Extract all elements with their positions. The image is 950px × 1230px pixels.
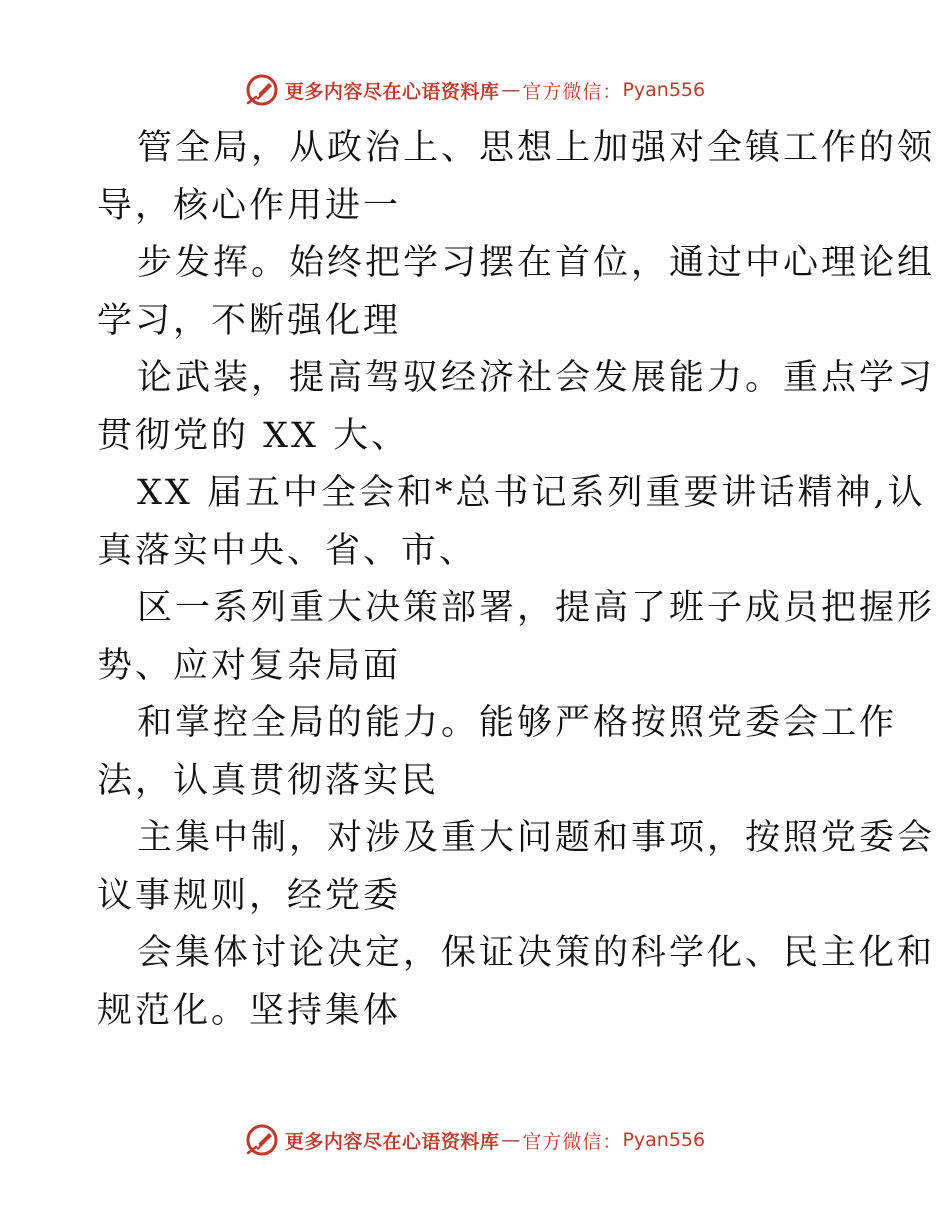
footer-dash: — (501, 1129, 521, 1151)
header-dash: — (501, 79, 521, 101)
paragraph-line: 管全局，从政治上、思想上加强对全镇工作的领 (137, 128, 936, 168)
paragraph (97, 235, 936, 350)
footer-wechat-label: 官方微信： (522, 1130, 623, 1153)
paragraph-line: 导，核心作用进一 (97, 185, 402, 226)
paragraph-line: 真落实中央、省、市、 (97, 530, 478, 571)
document-body (97, 120, 936, 1040)
header-banner (0, 68, 950, 112)
paragraph-line: 论武装，提高驾驭经济社会发展能力。重点学习 (137, 358, 936, 398)
footer-site-text: 更多内容尽在心语资料库 (284, 1130, 500, 1153)
paragraph-line: 贯彻党的 XX 大、 (97, 415, 410, 456)
paragraph (97, 695, 898, 810)
paragraph (97, 925, 936, 1040)
paragraph-line: 规范化。坚持集体 (97, 990, 402, 1031)
paragraph-line: 势、应对复杂局面 (97, 645, 402, 686)
paragraph (97, 120, 936, 235)
footer-banner (0, 1118, 950, 1162)
header-site-text: 更多内容尽在心语资料库 (284, 80, 500, 103)
paragraph-line: 主集中制，对涉及重大问题和事项，按照党委会 (137, 818, 936, 858)
pen-logo-icon (245, 1123, 279, 1157)
header-wechat-id: Pyan556 (622, 79, 706, 101)
paragraph-line: 议事规则，经党委 (97, 875, 402, 916)
paragraph-line: 步发挥。始终把学习摆在首位，通过中心理论组 (137, 243, 936, 283)
header-wechat-label: 官方微信： (522, 80, 623, 103)
paragraph (97, 810, 936, 925)
paragraph (97, 580, 936, 695)
paragraph-line: 会集体讨论决定，保证决策的科学化、民主化和 (137, 933, 936, 973)
paragraph-line: 区一系列重大决策部署，提高了班子成员把握形 (137, 588, 936, 628)
footer-wechat-id: Pyan556 (622, 1129, 706, 1151)
pen-logo-icon (245, 73, 279, 107)
paragraph-line: 学习，不断强化理 (97, 300, 402, 341)
paragraph (97, 465, 926, 580)
paragraph (97, 350, 936, 465)
paragraph-line: XX 届五中全会和*总书记系列重要讲话精神,认 (137, 473, 926, 513)
paragraph-line: 法，认真贯彻落实民 (97, 760, 440, 801)
paragraph-line: 和掌控全局的能力。能够严格按照党委会工作 (137, 703, 898, 743)
